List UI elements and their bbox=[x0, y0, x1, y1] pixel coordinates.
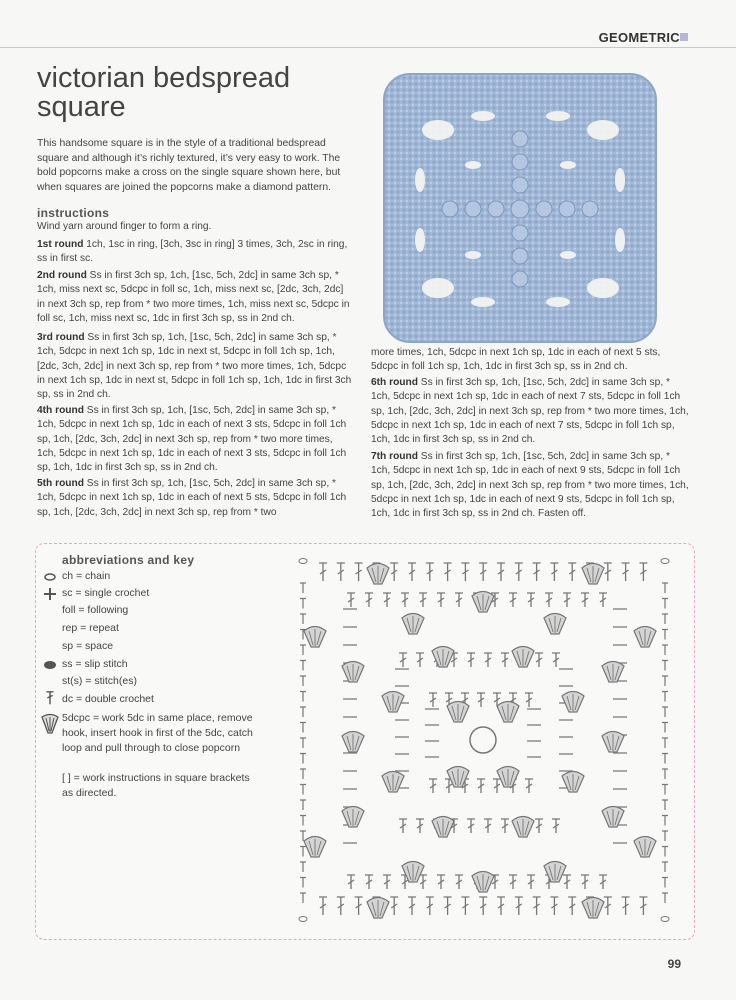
round-7: 7th round Ss in first 3ch sp, 1ch, [1sc, 5ch, 2dc] in same 3ch sp, * 1ch, 5dcpc in next 1ch sp, 1dc in each of next 9 sts, 5dcpc in foll 1ch sp, 1ch, [2dc, 3ch, 2dc] in next 3ch sp, rep from * two more times, 1ch, 5dcpc in next 1ch sp, 1dc in each of next 9 sts, 5dcpc in foll 1ch sp, 1ch, 1dc in first 3ch sp, ss in 2nd ch. Fasten off. bbox=[371, 451, 689, 520]
double-crochet-symbol bbox=[477, 779, 485, 793]
round-5-continued: more times, 1ch, 5dcpc in next 1ch sp, 1dc in each of next 5 sts, 5dcpc in foll 1ch sp, 1ch, 1dc in first 3ch sp, ss in 2nd ch. bbox=[371, 347, 661, 373]
abbr-sp: sp = space bbox=[62, 640, 114, 652]
double-crochet-symbol bbox=[355, 897, 363, 915]
double-crochet-symbol bbox=[525, 693, 533, 707]
double-crochet-symbol bbox=[604, 897, 612, 915]
double-crochet-symbol bbox=[455, 875, 463, 889]
double-crochet-symbol bbox=[426, 897, 434, 915]
double-crochet-symbol bbox=[337, 563, 345, 581]
double-crochet-symbol bbox=[399, 819, 407, 833]
double-crochet-symbol bbox=[479, 563, 487, 581]
intro-text: This handsome square is in the style of a traditional bedspread square and although it’s richly textured, it’s very easy to work. The bold popcorns make a cross on the single square shown here, but when squares are joined the popcorns make a diamond pattern. bbox=[37, 138, 341, 193]
double-crochet-symbol bbox=[639, 897, 647, 915]
section-marker-icon bbox=[680, 33, 688, 41]
double-crochet-symbol bbox=[467, 819, 475, 833]
double-crochet-symbol bbox=[501, 653, 509, 667]
double-crochet-symbol bbox=[401, 593, 409, 607]
double-crochet-symbol bbox=[461, 897, 469, 915]
double-crochet-symbol bbox=[515, 897, 523, 915]
chain-symbol bbox=[661, 559, 669, 564]
double-crochet-symbol bbox=[319, 563, 327, 581]
dc-side-right bbox=[662, 661, 668, 671]
dc-side-left bbox=[300, 599, 306, 609]
double-crochet-symbol bbox=[545, 593, 553, 607]
dc-side-right bbox=[662, 816, 668, 826]
centre-ring bbox=[470, 727, 496, 753]
double-crochet-symbol bbox=[604, 563, 612, 581]
double-crochet-symbol bbox=[319, 897, 327, 915]
dc-side-right bbox=[662, 800, 668, 810]
dc-side-left bbox=[300, 893, 306, 903]
abbr-5dcpc: 5dcpc = work 5dc in same place, remove hook, insert hook in first of the 5dc, catch loop and pull through to close popcorn bbox=[62, 712, 253, 754]
chain-icon bbox=[40, 569, 60, 585]
double-crochet-symbol bbox=[527, 875, 535, 889]
double-crochet-symbol bbox=[484, 819, 492, 833]
double-crochet-symbol bbox=[525, 779, 533, 793]
abbr-sts: st(s) = stitch(es) bbox=[62, 675, 137, 687]
dc-side-right bbox=[662, 785, 668, 795]
double-crochet-symbol bbox=[552, 653, 560, 667]
double-crochet-symbol bbox=[365, 593, 373, 607]
dc-side-left bbox=[300, 816, 306, 826]
double-crochet-symbol bbox=[399, 653, 407, 667]
abbr-ss: ss = slip stitch bbox=[62, 658, 128, 670]
dc-side-right bbox=[662, 831, 668, 841]
dc-side-left bbox=[300, 614, 306, 624]
abbr-brackets: [ ] = work instructions in square brackets as directed. bbox=[62, 772, 250, 799]
abbreviations-heading: abbreviations and key bbox=[62, 553, 195, 567]
double-crochet-symbol bbox=[479, 897, 487, 915]
dc-side-left bbox=[300, 692, 306, 702]
round-6: 6th round Ss in first 3ch sp, 1ch, [1sc, 5ch, 2dc] in same 3ch sp, * 1ch, 5dcpc in next 1ch sp, 1dc in each of next 7 sts, 5dcpc in foll 1ch sp, 1ch, [2dc, 3ch, 2dc] in next 3ch sp, rep from * two more times, 1ch, 5dcpc in next 1ch sp, 1dc in each of next 7 sts, 5dcpc in foll 1ch sp, 1ch, 1dc in first 3ch sp, ss in 2nd ch. bbox=[371, 377, 689, 446]
dc-side-right bbox=[662, 847, 668, 857]
dc-side-right bbox=[662, 769, 668, 779]
double-crochet-symbol bbox=[444, 563, 452, 581]
double-crochet-symbol bbox=[365, 875, 373, 889]
dc-side-right bbox=[662, 630, 668, 640]
double-crochet-symbol bbox=[509, 593, 517, 607]
dc-side-right bbox=[662, 676, 668, 686]
double-crochet-symbol bbox=[461, 563, 469, 581]
crochet-square-photo bbox=[378, 70, 661, 348]
double-crochet-symbol bbox=[444, 897, 452, 915]
chain-symbol bbox=[299, 917, 307, 922]
double-crochet-symbol bbox=[419, 875, 427, 889]
abbr-ch: ch = chain bbox=[62, 570, 111, 582]
round-5: 5th round Ss in first 3ch sp, 1ch, [1sc, 5ch, 2dc] in same 3ch sp, * 1ch, 5dcpc in next 1ch sp, 1dc in each of next 5 sts, 5dcpc in foll 1ch sp, 1ch, [2dc, 3ch, 2dc] in next 3ch sp, rep from * two bbox=[37, 478, 347, 518]
double-crochet-symbol bbox=[497, 563, 505, 581]
dc-side-left bbox=[300, 661, 306, 671]
double-crochet-symbol bbox=[497, 897, 505, 915]
dc-side-right bbox=[662, 599, 668, 609]
double-crochet-symbol bbox=[437, 593, 445, 607]
round-4: 4th round Ss in first 3ch sp, 1ch, [1sc, 5ch, 2dc] in same 3ch sp, * 1ch, 5dcpc in next 1ch sp, 1dc in each of next 3 sts, 5dcpc in foll 1ch sp, 1ch, [2dc, 3ch, 2dc] in next 3ch sp, rep from * two more times, 1ch, 5dcpc in next 1ch sp, 1dc in each of next 3 sts, 5dcpc in foll 1ch sp, 1ch, 1dc in first 3ch sp, ss in 2nd ch. bbox=[37, 405, 347, 474]
popcorn-icon bbox=[40, 712, 60, 736]
dc-side-left bbox=[300, 862, 306, 872]
double-crochet-symbol bbox=[533, 897, 541, 915]
double-crochet-symbol bbox=[390, 897, 398, 915]
double-crochet-symbol bbox=[527, 593, 535, 607]
double-crochet-symbol bbox=[563, 875, 571, 889]
dc-side-left bbox=[300, 878, 306, 888]
chain-symbol bbox=[661, 917, 669, 922]
double-crochet-symbol bbox=[568, 563, 576, 581]
double-crochet-symbol bbox=[550, 563, 558, 581]
double-crochet-symbol bbox=[501, 819, 509, 833]
crochet-chart-diagram bbox=[293, 553, 678, 933]
double-crochet-symbol bbox=[535, 653, 543, 667]
double-crochet-symbol bbox=[581, 593, 589, 607]
double-crochet-symbol bbox=[416, 653, 424, 667]
double-crochet-symbol bbox=[581, 875, 589, 889]
double-crochet-symbol bbox=[493, 779, 501, 793]
double-crochet-symbol bbox=[639, 563, 647, 581]
double-crochet-symbol bbox=[552, 819, 560, 833]
double-crochet-symbol bbox=[383, 593, 391, 607]
dc-side-right bbox=[662, 645, 668, 655]
dc-side-left bbox=[300, 847, 306, 857]
dc-side-left bbox=[300, 583, 306, 593]
double-crochet-symbol bbox=[383, 875, 391, 889]
abbr-dc: dc = double crochet bbox=[62, 693, 154, 705]
double-crochet-symbol bbox=[408, 897, 416, 915]
page-title: victorian bedspread square bbox=[37, 62, 291, 123]
double-crochet-symbol bbox=[437, 875, 445, 889]
round-3: 3rd round Ss in first 3ch sp, 1ch, [1sc, 5ch, 2dc] in same 3ch sp, * 1ch, 5dcpc in next 1ch sp, 1dc in next st, 5dcpc in foll 1ch sp, 1ch, [2dc, 3ch, 2dc] in next 3ch sp, rep from * two more times, 1ch, 5dcpc in next 1ch sp, 1dc in next st, 5dcpc in foll 1ch sp, 1ch, 1dc in first 3ch sp, ss in 2nd ch. bbox=[37, 332, 352, 401]
round-1: 1st round 1ch, 1sc in ring, [3ch, 3sc in ring] 3 times, 3ch, 2sc in ring, ss in first sc. bbox=[37, 239, 348, 265]
double-crochet-symbol bbox=[568, 897, 576, 915]
double-crochet-symbol bbox=[426, 563, 434, 581]
single-crochet-icon bbox=[40, 586, 60, 602]
double-crochet-symbol bbox=[337, 897, 345, 915]
double-crochet-symbol bbox=[455, 593, 463, 607]
dc-side-right bbox=[662, 583, 668, 593]
section-label: GEOMETRIC bbox=[598, 30, 680, 45]
dc-side-right bbox=[662, 893, 668, 903]
double-crochet-symbol bbox=[622, 897, 630, 915]
dc-side-left bbox=[300, 754, 306, 764]
double-crochet-symbol bbox=[416, 819, 424, 833]
double-crochet-symbol bbox=[467, 653, 475, 667]
chain-symbol bbox=[299, 559, 307, 564]
dc-side-right bbox=[662, 614, 668, 624]
round-2: 2nd round Ss in first 3ch sp, 1ch, [1sc, 5ch, 2dc] in same 3ch sp, * 1ch, miss next sc, 5dcpc in foll sc, 1ch, miss next sc, [2dc, 3ch, 2dc] in next 3ch sp, rep from * two more times, 1ch, miss next sc, 5dcpc in foll sc, 1ch, miss next sc, 1dc in first 3ch sp, ss in 2nd ch. bbox=[37, 270, 350, 324]
double-crochet-symbol bbox=[535, 819, 543, 833]
double-crochet-symbol bbox=[477, 693, 485, 707]
double-crochet-icon bbox=[40, 690, 60, 706]
dc-side-right bbox=[662, 692, 668, 702]
double-crochet-symbol bbox=[533, 563, 541, 581]
dc-side-right bbox=[662, 754, 668, 764]
double-crochet-symbol bbox=[429, 693, 437, 707]
instructions-start: Wind yarn around finger to form a ring. bbox=[37, 221, 212, 232]
double-crochet-symbol bbox=[429, 779, 437, 793]
double-crochet-symbol bbox=[515, 563, 523, 581]
double-crochet-symbol bbox=[484, 653, 492, 667]
double-crochet-symbol bbox=[599, 593, 607, 607]
abbr-foll: foll = following bbox=[62, 604, 129, 616]
double-crochet-symbol bbox=[347, 875, 355, 889]
dc-side-right bbox=[662, 723, 668, 733]
header-rule bbox=[0, 47, 736, 48]
dc-side-right bbox=[662, 707, 668, 717]
double-crochet-symbol bbox=[419, 593, 427, 607]
dc-side-right bbox=[662, 738, 668, 748]
dc-side-left bbox=[300, 707, 306, 717]
dc-side-left bbox=[300, 769, 306, 779]
dc-side-left bbox=[300, 738, 306, 748]
double-crochet-symbol bbox=[408, 563, 416, 581]
slip-stitch-icon bbox=[40, 657, 60, 673]
double-crochet-symbol bbox=[563, 593, 571, 607]
double-crochet-symbol bbox=[390, 563, 398, 581]
dc-side-left bbox=[300, 676, 306, 686]
double-crochet-symbol bbox=[355, 563, 363, 581]
dc-side-left bbox=[300, 800, 306, 810]
dc-side-left bbox=[300, 723, 306, 733]
dc-side-left bbox=[300, 645, 306, 655]
double-crochet-symbol bbox=[509, 875, 517, 889]
double-crochet-symbol bbox=[622, 563, 630, 581]
dc-side-right bbox=[662, 878, 668, 888]
double-crochet-symbol bbox=[347, 593, 355, 607]
double-crochet-symbol bbox=[550, 897, 558, 915]
dc-side-left bbox=[300, 785, 306, 795]
page-number: 99 bbox=[667, 957, 681, 971]
abbr-rep: rep = repeat bbox=[62, 622, 119, 634]
double-crochet-symbol bbox=[599, 875, 607, 889]
dc-side-right bbox=[662, 862, 668, 872]
abbr-sc: sc = single crochet bbox=[62, 587, 150, 599]
instructions-heading: instructions bbox=[37, 206, 110, 220]
